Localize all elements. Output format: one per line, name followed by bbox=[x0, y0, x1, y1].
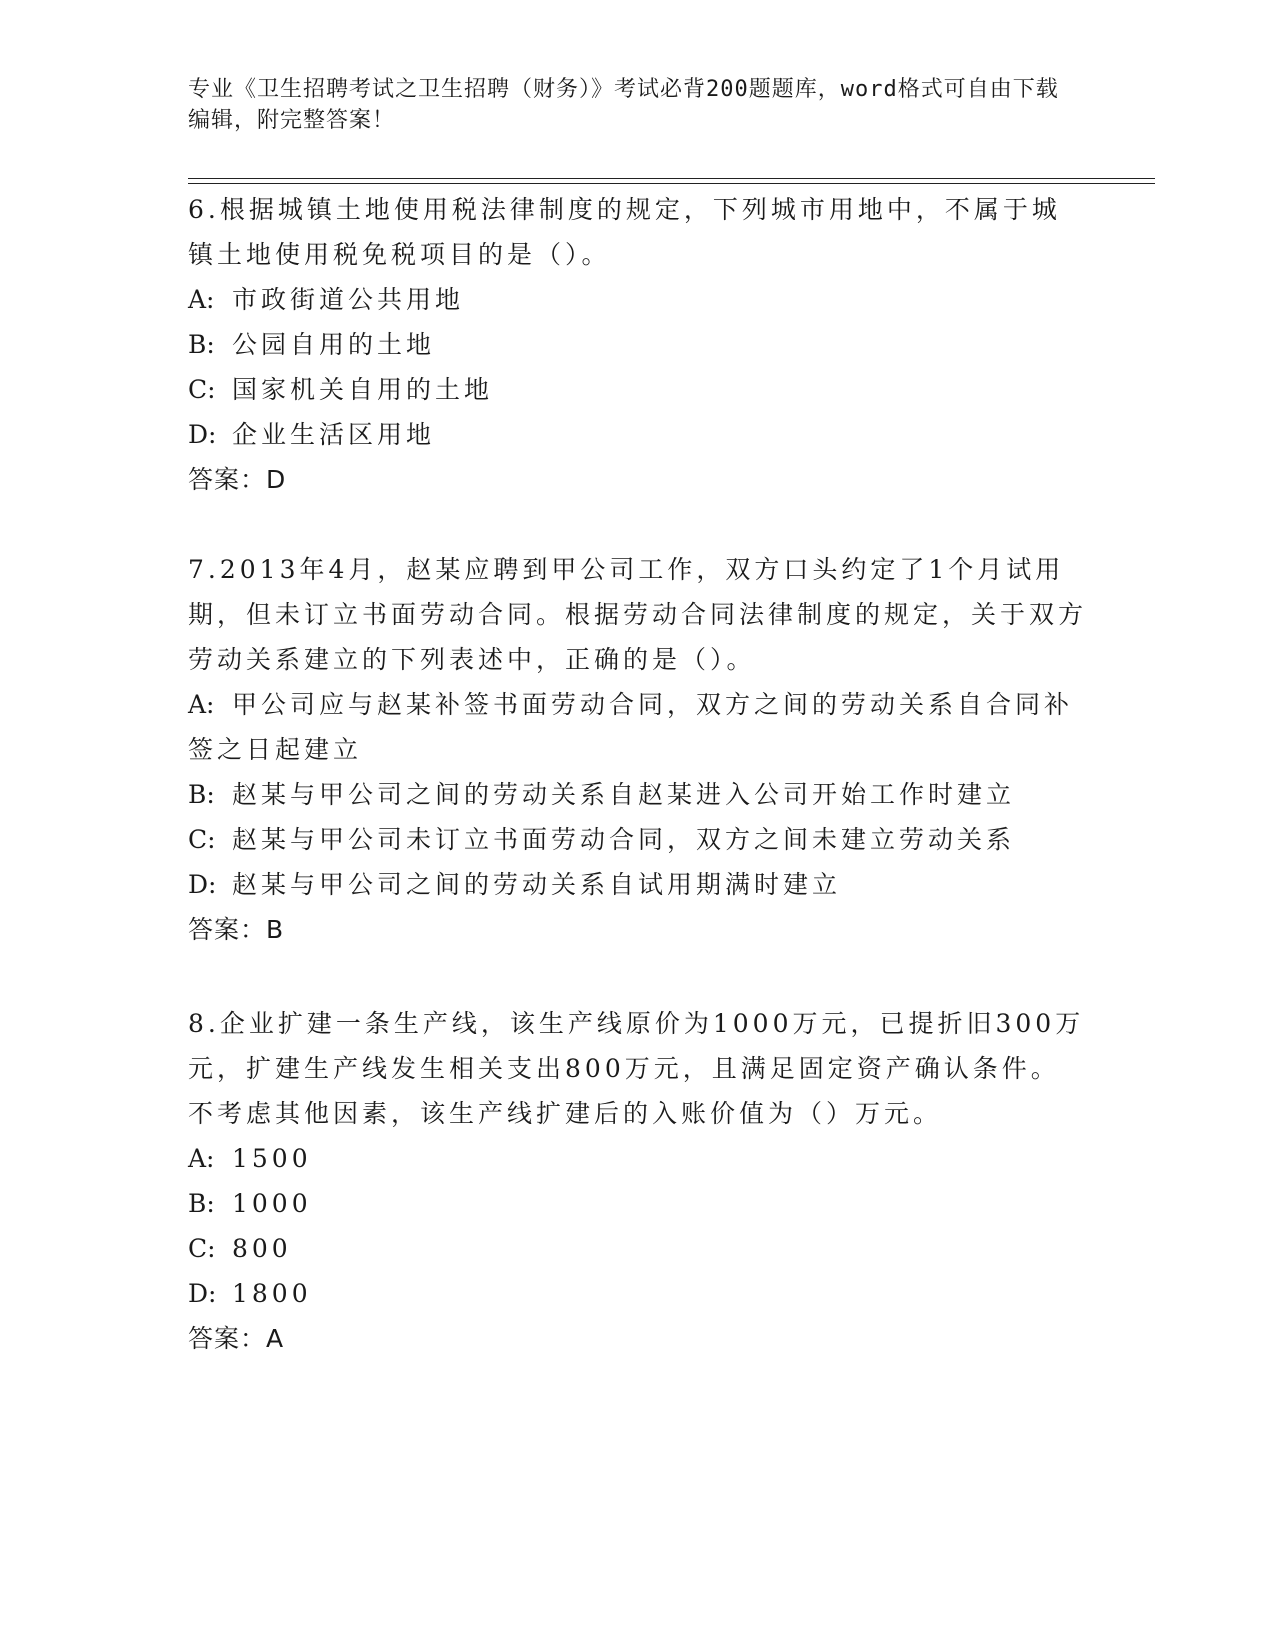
question-8 bbox=[188, 1001, 1088, 1361]
option-text: 国家机关自用的土地 bbox=[232, 375, 494, 404]
answer-line: 答案：D bbox=[188, 465, 287, 494]
option-c bbox=[188, 1226, 1088, 1271]
option-text: 赵某与甲公司之间的劳动关系自试用期满时建立 bbox=[232, 870, 842, 899]
option-a bbox=[188, 277, 1088, 322]
question-stem: 8.企业扩建一条生产线，该生产线原价为1000万元，已提折旧300万元，扩建生产线发生相关支出800万元，且满足固定资产确认条件。不考虑其他因素，该生产线扩建后的入账价值为（）万元。 bbox=[188, 1009, 1085, 1128]
option-key: B: bbox=[188, 780, 215, 809]
option-c bbox=[188, 367, 1088, 412]
option-b bbox=[188, 772, 1088, 817]
option-text: 市政街道公共用地 bbox=[232, 285, 465, 314]
option-key: D: bbox=[188, 1279, 217, 1308]
header-divider-bottom bbox=[188, 183, 1155, 184]
option-d bbox=[188, 862, 1088, 907]
option-a bbox=[188, 682, 1088, 772]
option-text: 甲公司应与赵某补签书面劳动合同，双方之间的劳动关系自合同补签之日起建立 bbox=[188, 690, 1074, 764]
answer-line: 答案：B bbox=[188, 915, 285, 944]
option-key: A: bbox=[188, 285, 215, 314]
option-key: C: bbox=[188, 1234, 216, 1263]
answer-line: 答案：A bbox=[188, 1324, 285, 1353]
question-stem: 6.根据城镇土地使用税法律制度的规定，下列城市用地中，不属于城镇土地使用税免税项目的是（）。 bbox=[188, 195, 1061, 269]
option-text: 赵某与甲公司之间的劳动关系自赵某进入公司开始工作时建立 bbox=[232, 780, 1016, 809]
option-text: 1800 bbox=[232, 1279, 312, 1308]
document-header: 专业《卫生招聘考试之卫生招聘（财务）》考试必背200题题库，word格式可自由下载编辑，附完整答案！ bbox=[188, 77, 1059, 133]
header-divider-top bbox=[188, 178, 1155, 179]
option-text: 800 bbox=[232, 1234, 292, 1263]
option-key: D: bbox=[188, 420, 217, 449]
question-6 bbox=[188, 187, 1088, 502]
option-text: 1500 bbox=[232, 1144, 312, 1173]
option-b bbox=[188, 1181, 1088, 1226]
option-key: C: bbox=[188, 375, 216, 404]
option-d bbox=[188, 1271, 1088, 1316]
option-b bbox=[188, 322, 1088, 367]
option-text: 公园自用的土地 bbox=[232, 330, 436, 359]
option-key: B: bbox=[188, 330, 215, 359]
option-text: 企业生活区用地 bbox=[232, 420, 436, 449]
question-7 bbox=[188, 547, 1088, 952]
option-d bbox=[188, 412, 1088, 457]
option-text: 赵某与甲公司未订立书面劳动合同，双方之间未建立劳动关系 bbox=[232, 825, 1016, 854]
option-a bbox=[188, 1136, 1088, 1181]
option-key: A: bbox=[188, 690, 215, 719]
option-key: C: bbox=[188, 825, 216, 854]
option-c bbox=[188, 817, 1088, 862]
option-key: D: bbox=[188, 870, 217, 899]
option-key: A: bbox=[188, 1144, 215, 1173]
option-key: B: bbox=[188, 1189, 215, 1218]
option-text: 1000 bbox=[232, 1189, 312, 1218]
question-stem: 7.2013年4月，赵某应聘到甲公司工作，双方口头约定了1个月试用期，但未订立书面劳动合同。根据劳动合同法律制度的规定，关于双方劳动关系建立的下列表述中，正确的是（）。 bbox=[188, 555, 1088, 674]
